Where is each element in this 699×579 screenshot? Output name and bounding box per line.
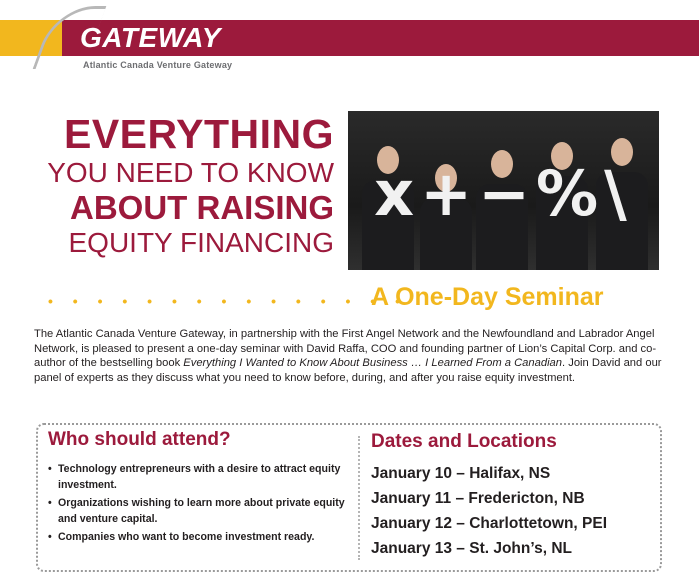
- list-item: • Organizations wishing to learn more about private equity and venture capital.: [48, 496, 358, 527]
- intro-paragraph: [34, 327, 666, 385]
- list-item: • Technology entrepreneurs with a desire to attract equity investment.: [48, 462, 358, 493]
- intro-text-2: . Join David and our panel of experts as they discuss what you need to know before, during, and after you raise equity investment.: [34, 357, 662, 384]
- dates-locations-heading: Dates and Locations: [371, 431, 557, 452]
- photo-math-symbols: x+−%\: [374, 157, 633, 230]
- date-item: January 11 – Fredericton, NB: [371, 490, 585, 507]
- intro-text-1: The Atlantic Canada Venture Gateway, in partnership with the First Angel Network and the Newfoundland and Labrador Angel Network, is pleased to present a one-day seminar with David Raffa, COO and founding partner of Lion’s Capital Corp. and co-author of the bestselling book: [34, 328, 657, 370]
- date-item: January 12 – Charlottetown, PEI: [371, 515, 608, 532]
- attendee-list: [48, 462, 358, 549]
- hero-photo: [348, 111, 659, 270]
- brand-logo: GATEWAY: [80, 22, 221, 53]
- headline-line-1: EVERYTHING: [63, 111, 334, 157]
- dates-list: [371, 461, 607, 561]
- list-item: • Companies who want to become investment ready.: [48, 530, 358, 546]
- dotted-leader: • • • • • • • • • • • • • • •: [48, 293, 408, 309]
- who-should-attend-heading: Who should attend?: [48, 429, 231, 450]
- book-title: Everything I Wanted to Know About Business … I Learned From a Canadian: [183, 357, 563, 370]
- header: [0, 0, 699, 72]
- headline-line-3: ABOUT RAISING: [70, 189, 334, 226]
- headline-line-4: EQUITY FINANCING: [68, 227, 334, 258]
- headline: [34, 112, 334, 260]
- headline-line-2: YOU NEED TO KNOW: [47, 157, 334, 188]
- column-divider: [358, 436, 360, 560]
- date-item: January 13 – St. John’s, NL: [371, 540, 572, 557]
- brand-tagline: Atlantic Canada Venture Gateway: [83, 60, 233, 70]
- seminar-subtitle: A One-Day Seminar: [371, 283, 604, 311]
- date-item: January 10 – Halifax, NS: [371, 465, 551, 482]
